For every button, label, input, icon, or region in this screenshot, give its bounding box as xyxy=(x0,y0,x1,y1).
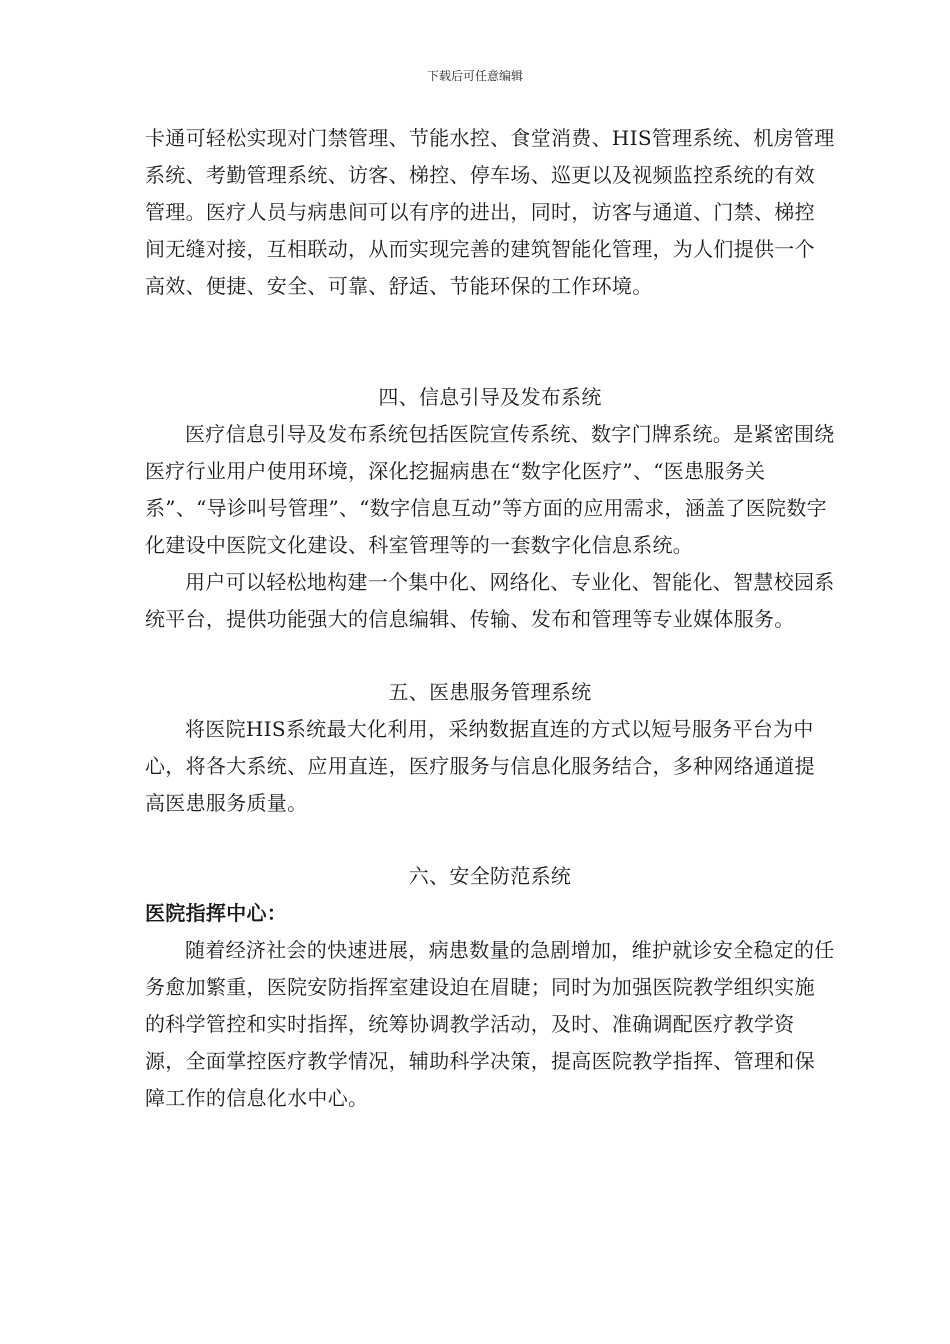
section-5-paragraph-1: 将医院HIS系统最大化利用，采纳数据直连的方式以短号服务平台为中心，将各大系统、应用直连，医疗服务与信息化服务结合，多种网络通道提高医患服务质量。 xyxy=(145,717,815,815)
section-6-label: 医院指挥中心： xyxy=(145,901,288,925)
document-body xyxy=(145,120,835,1117)
section-4-paragraph-2: 用户可以轻松地构建一个集中化、网络化、专业化、智能化、智慧校园系统平台，提供功能强大的信息编辑、传输、发布和管理等专业媒体服务。 xyxy=(145,570,835,631)
section-4-title: 四、信息引导及发布系统 xyxy=(378,385,602,409)
section-6-title: 六、安全防范系统 xyxy=(408,864,572,888)
section-4-paragraph-1: 医疗信息引导及发布系统包括医院宣传系统、数字门牌系统。是紧密围绕医疗行业用户使用环境，深化挖掘病患在“数字化医疗”、“医患服务关系”、“导诊叫号管理”、“数字信息互动”等方面的应用需求，涵盖了医院数字化建设中医院文化建设、科室管理等的一套数字化信息系统。 xyxy=(145,422,835,557)
section-spacer xyxy=(145,305,835,379)
section-spacer xyxy=(145,638,835,674)
intro-paragraph: 卡通可轻松实现对门禁管理、节能水控、食堂消费、HIS管理系统、机房管理系统、考勤管理系统、访客、梯控、停车场、巡更以及视频监控系统的有效管理。医疗人员与病患间可以有序的进出，同时，访客与通道、门禁、梯控间无缝对接，互相联动，从而实现完善的建筑智能化管理，为人们提供一个高效、便捷、安全、可靠、舒适、节能环保的工作环境。 xyxy=(145,126,835,298)
section-spacer xyxy=(145,822,835,858)
section-5-title: 五、医患服务管理系统 xyxy=(388,680,592,704)
section-6-paragraph-1: 随着经济社会的快速进展，病患数量的急剧增加，维护就诊安全稳定的任务愈加繁重，医院安防指挥室建设迫在眉睫；同时为加强医院教学组织实施的科学管控和实时指挥，统筹协调教学活动，及时、准确调配医疗教学资源，全面掌控医疗教学情况，辅助科学决策，提高医院教学指挥、管理和保障工作的信息化水中心。 xyxy=(145,938,835,1110)
header-note: 下载后可任意编辑 xyxy=(426,69,523,83)
